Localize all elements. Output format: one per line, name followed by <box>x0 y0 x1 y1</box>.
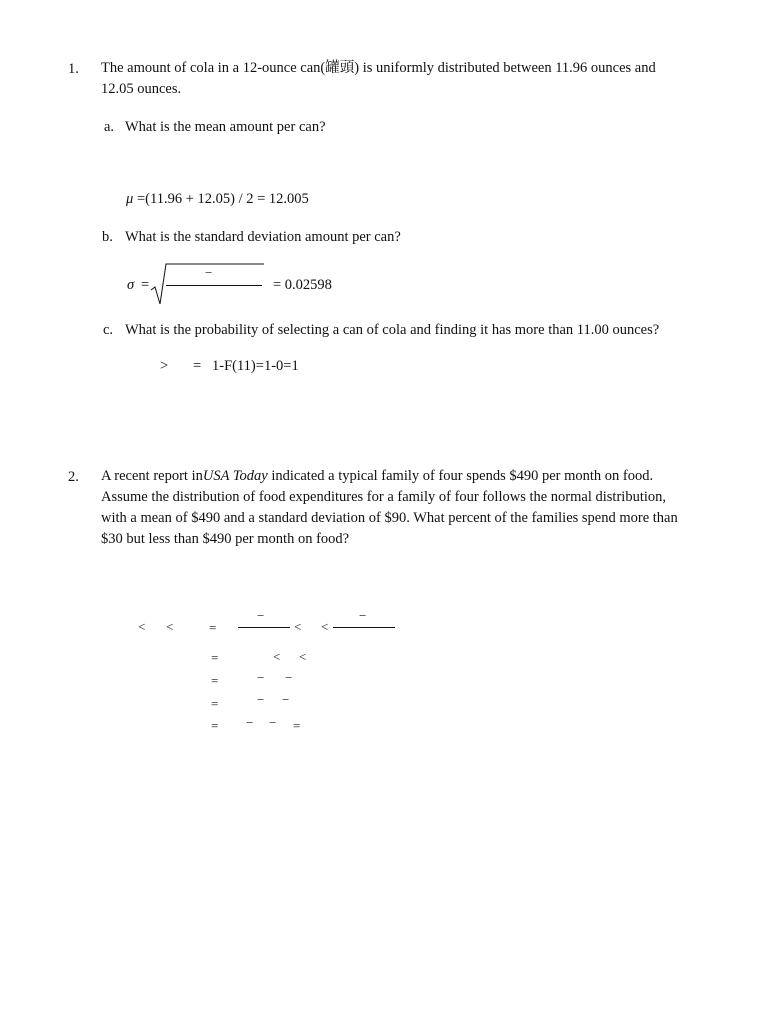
work-lt-6: < <box>299 649 307 664</box>
work-minus-4: − <box>285 670 293 685</box>
q1-number: 1. <box>68 61 79 77</box>
mu-symbol: μ <box>126 191 134 207</box>
work-lt-4: < <box>321 619 329 634</box>
work-minus-8: − <box>269 715 277 730</box>
q2-text <box>101 466 678 550</box>
q1b-label: b. <box>102 229 113 245</box>
fraction-bar <box>166 285 262 286</box>
q1a-label: a. <box>104 119 115 135</box>
work-lt-2: < <box>166 619 174 634</box>
q1b-result: = 0.02598 <box>273 277 332 293</box>
work-minus-5: − <box>257 692 265 707</box>
work-minus-2: − <box>359 608 367 623</box>
work-minus-6: − <box>282 692 290 707</box>
q2-line1 <box>101 466 678 487</box>
q1-line1: The amount of cola in a 12-ounce can(罐頭) is uniformly distributed between 11.96 ounces and <box>101 60 656 76</box>
work-minus-1: − <box>257 608 265 623</box>
q2-source-title: USA Today <box>202 468 268 484</box>
sigma-symbol: σ <box>127 277 135 293</box>
work-lt-3: < <box>294 619 302 634</box>
q1c-question: What is the probability of selecting a can of cola and finding it has more than 11.00 ounces? <box>125 322 660 338</box>
q1-line2: 12.05 ounces. <box>101 81 182 97</box>
q2-line3: with a mean of $490 and a standard deviation of $90. What percent of the families spend more than <box>101 510 678 526</box>
work-lt-1: < <box>138 619 146 634</box>
work-eq-3: = <box>211 673 219 688</box>
q2-line1-post: indicated a typical family of four spends $490 per month on food. <box>267 468 654 484</box>
work-minus-7: − <box>246 715 254 730</box>
q2-line2: Assume the distribution of food expenditures for a family of four follows the normal distribution, <box>101 489 666 505</box>
work-eq-6: = <box>293 718 301 733</box>
q1c-gt: > <box>160 358 169 374</box>
sigma-equals: = <box>141 277 150 293</box>
work-eq-2: = <box>211 650 219 665</box>
work-eq-5: = <box>211 718 219 733</box>
q1-text <box>101 58 656 100</box>
work-fraction-bar-1 <box>238 627 290 628</box>
work-fraction-bar-2 <box>333 627 395 628</box>
q2-line4: $30 but less than $490 per month on food? <box>101 531 350 547</box>
q1b-question: What is the standard deviation amount per can? <box>125 229 401 245</box>
work-lt-5: < <box>273 649 281 664</box>
q1c-eq: = <box>193 358 202 374</box>
work-eq-4: = <box>211 696 219 711</box>
q1a-question: What is the mean amount per can? <box>125 119 326 135</box>
q1c-answer: 1-F(11)=1-0=1 <box>212 358 299 374</box>
work-eq-1: = <box>209 620 217 635</box>
work-minus-3: − <box>257 670 265 685</box>
q1a-answer: =(11.96 + 12.05) / 2 = 12.005 <box>137 191 309 207</box>
q2-line1-pre: A recent report in <box>101 468 203 484</box>
sqrt-numerator-minus: − <box>205 265 213 280</box>
q2-number: 2. <box>68 469 79 485</box>
q1c-label: c. <box>103 322 114 338</box>
